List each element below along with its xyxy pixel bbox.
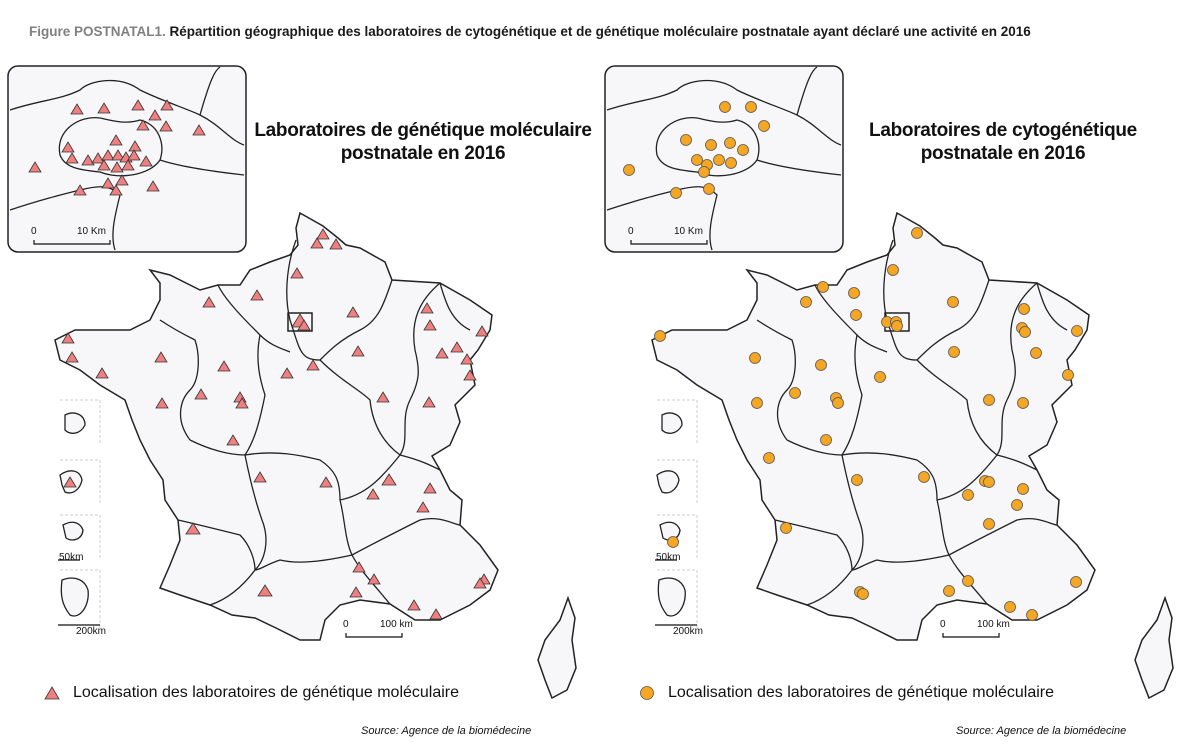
right-legend-label: Localisation des laboratoires de génétique moléculaire	[668, 684, 1055, 701]
figure-caption-text: Répartition géographique des laboratoires de cytogénétique et de génétique moléculaire postnatale ayant déclaré une activité en 2016	[169, 24, 1031, 39]
left-map-title-line2: postnatale en 2016	[340, 143, 506, 164]
inset-scale-zero-right: 0	[628, 226, 634, 237]
main-scale-label: 100 km	[380, 619, 413, 630]
left-map-title	[253, 119, 593, 165]
france-mainland	[55, 213, 498, 640]
dom-scale-2: 200km	[76, 626, 107, 637]
main-scale-zero-right: 0	[940, 619, 946, 630]
inset-scale-zero: 0	[31, 226, 37, 237]
right-map-title-line2: postnatale en 2016	[920, 143, 1086, 164]
legend-triangle-icon	[45, 687, 59, 699]
figure-label: Figure POSTNATAL1.	[29, 24, 166, 39]
overseas-territories	[58, 400, 100, 630]
main-scale-bar	[343, 619, 413, 637]
legend-circle-icon	[641, 687, 654, 700]
dom-scale-1-right: 50km	[656, 552, 681, 563]
dom-scale-1: 50km	[59, 552, 84, 563]
main-scale-bar-right	[940, 619, 1010, 637]
corsica	[538, 598, 576, 698]
corsica-right	[1135, 598, 1173, 698]
main-scale-label-right: 100 km	[977, 619, 1010, 630]
right-source: Source: Agence de la biomédecine	[956, 725, 1127, 737]
right-map-title-line1: Laboratoires de cytogénétique	[869, 120, 1137, 141]
inset-scale-label: 10 Km	[77, 226, 106, 237]
left-source: Source: Agence de la biomédecine	[361, 725, 532, 737]
inset-scale-label-right: 10 Km	[674, 226, 703, 237]
overseas-territories-right	[655, 400, 697, 630]
main-scale-zero: 0	[343, 619, 349, 630]
left-map-title-line1: Laboratoires de génétique moléculaire	[254, 120, 592, 141]
dom-scale-2-right: 200km	[673, 626, 704, 637]
left-legend-label: Localisation des laboratoires de génétique moléculaire	[73, 684, 460, 701]
right-map-title	[853, 119, 1153, 165]
france-mainland-right	[652, 213, 1095, 640]
